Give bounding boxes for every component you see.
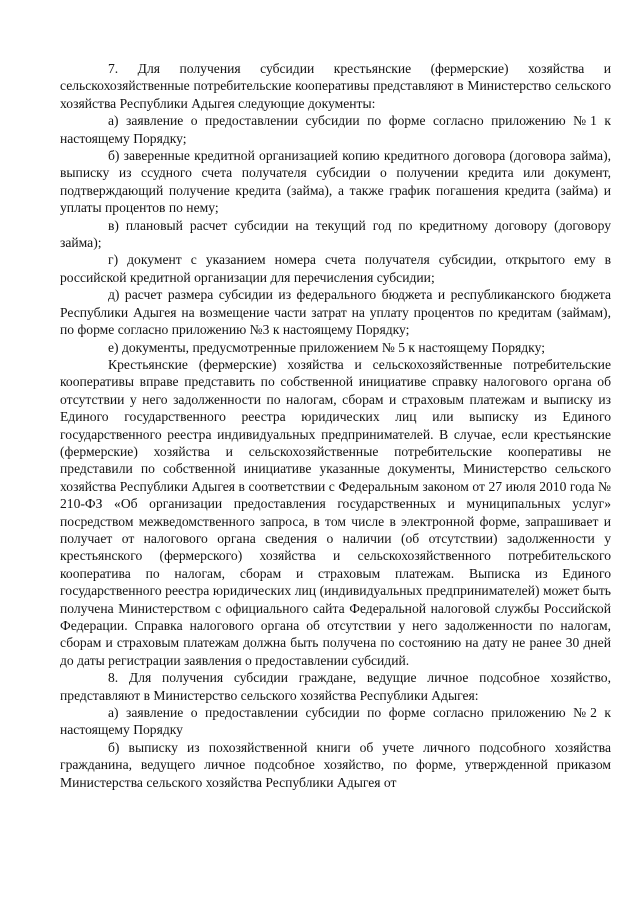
paragraph-item-7e: е) документы, предусмотренные приложением № 5 к настоящему Порядку; [108,339,545,355]
paragraph-item-7d: д) расчет размера субсидии из федерального бюджета и республиканского бюджета Республики Адыгея на возмещение части затрат на уплату процентов по кредитам (займам), по форме согласно приложению №3 к настоящему Порядку; [60,287,611,338]
paragraph-item-7b: б) заверенные кредитной организацией копию кредитного договора (договора займа), выписку из ссудного счета получателя субсидии о получении кредита или документ, подтверждающий получение кредита (займа), а также график погашения кредита (займа) и уплаты процентов по нему; [60,148,611,216]
paragraph-item-7g: г) документ с указанием номера счета получателя субсидии, открытого ему в российской кредитной организации для перечисления субсидии; [60,252,611,285]
paragraph-item-8-intro: 8. Для получения субсидии граждане, ведущие личное подсобное хозяйство, представляют в Министерство сельского хозяйства Республики Адыгея: [60,670,611,703]
paragraph-optional-documents: Крестьянские (фермерские) хозяйства и сельскохозяйственные потребительские кооперативы вправе представить по собственной инициативе справку налогового органа об отсутствии у него задолженности по налогам, сборам и страховым платежам и выписку из Единого государственного реестра юридических лиц или выписку из Единого государственного реестра индивидуальных предпринимателей. В случае, если крестьянские (фермерские) хозяйства и сельскохозяйственные потребительские кооперативы не представили по собственной инициативе указанные документы, Министерство сельского хозяйства Республики Адыгея в соответствии с Федеральным законом от 27 июля 2010 года № 210-ФЗ «Об организации предоставления государственных и муниципальных услуг» посредством межведомственного запроса, в том числе в электронной форме, запрашивает и получает от налогового органа сведения о наличии (об отсутствии) задолженности у крестьянского (фермерского) хозяйства и сельскохозяйственного потребительского кооператива по налогам, сборам и страховым платежам. Выписка из Единого государственного реестра юридических лиц (индивидуальных предпринимателей) может быть получена Министерством с официального сайта Федеральной налоговой службы Российской Федерации. Справка налогового органа об отсутствии у него задолженности по налогам, сборам и страховым платежам должна быть получена по состоянию на дату не ранее 30 дней до даты регистрации заявления о предоставлении субсидий. [60,356,611,668]
paragraph-item-7a: а) заявление о предоставлении субсидии по форме согласно приложению №1 к настоящему Порядку; [60,113,611,146]
paragraph-item-8a: а) заявление о предоставлении субсидии по форме согласно приложению №2 к настоящему Порядку [60,705,611,738]
paragraph-item-7v: в) плановый расчет субсидии на текущий год по кредитному договору (договору займа); [60,217,611,251]
paragraph-item-8b: б) выписку из похозяйственной книги об учете личного подсобного хозяйства гражданина, ведущего личное подсобное хозяйство, по форме, утвержденной приказом Министерства сельского хозяйства Республики Адыгея от [60,739,611,790]
document-page [60,60,611,791]
paragraph-item-7-intro: 7. Для получения субсидии крестьянские (фермерские) хозяйства и сельскохозяйственные потребительские кооперативы представляют в Министерство сельского хозяйства Республики Адыгея следующие документы: [60,61,611,111]
